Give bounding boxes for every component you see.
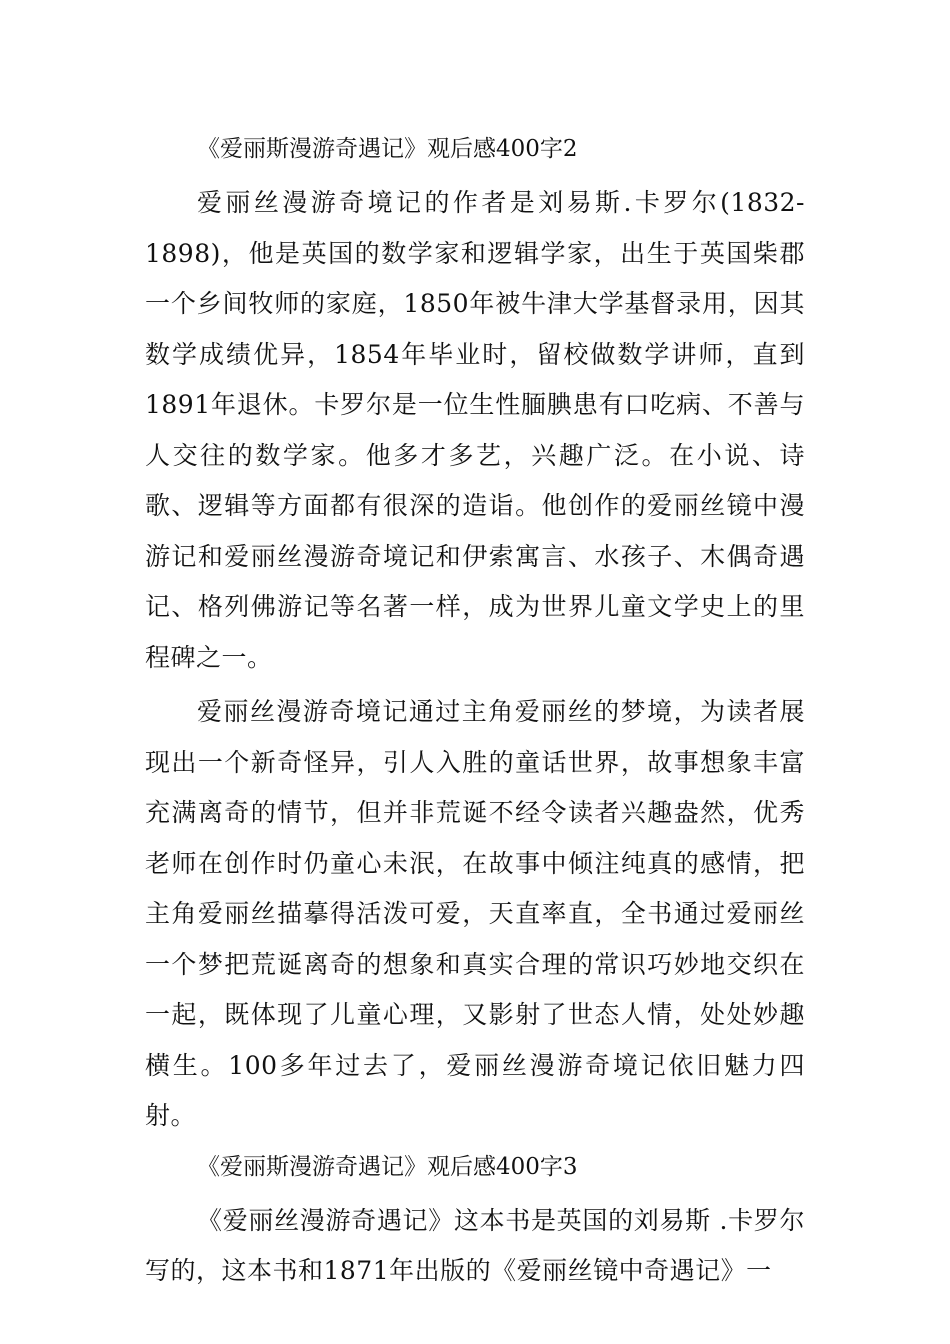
paragraph-author-bio: 爱丽丝漫游奇境记的作者是刘易斯.卡罗尔(1832-1898)，他是英国的数学家和逻辑学家，出生于英国柴郡一个乡间牧师的家庭，1850年被牛津大学基督录用，因其数学成绩优异，1854年毕业时，留校做数学讲师，直到1891年退休。卡罗尔是一位生性腼腆患有口吃病、不善与人交往的数学家。他多才多艺，兴趣广泛。在小说、诗歌、逻辑等方面都有很深的造诣。他创作的爱丽丝镜中漫游记和爱丽丝漫游奇境记和伊索寓言、水孩子、木偶奇遇记、格列佛游记等名著一样，成为世界儿童文学史上的里程碑之一。 [145,188,805,672]
paragraph-story-review: 爱丽丝漫游奇境记通过主角爱丽丝的梦境，为读者展现出一个新奇怪异，引人入胜的童话世界，故事想象丰富充满离奇的情节，但并非荒诞不经令读者兴趣盎然，优秀老师在创作时仍童心未泯，在故事中倾注纯真的感情，把主角爱丽丝描摹得活泼可爱，天直率直，全书通过爱丽丝一个梦把荒诞离奇的想象和真实合理的常识巧妙地交织在一起，既体现了儿童心理，又影射了世态人情，处处妙趣横生。100多年过去了，爱丽丝漫游奇境记依旧魅力四射。 [145,697,805,1130]
section-heading-3: 《爱丽斯漫游奇遇记》观后感400字3 [197,1153,578,1180]
document-page [145,128,805,1297]
section-heading-2: 《爱丽斯漫游奇遇记》观后感400字2 [197,136,578,162]
paragraph-book-intro: 《爱丽丝漫游奇遇记》这本书是英国的刘易斯 .卡罗尔写的，这本书和1871年出版的《爱丽丝镜中奇遇记》一 [145,1205,805,1285]
